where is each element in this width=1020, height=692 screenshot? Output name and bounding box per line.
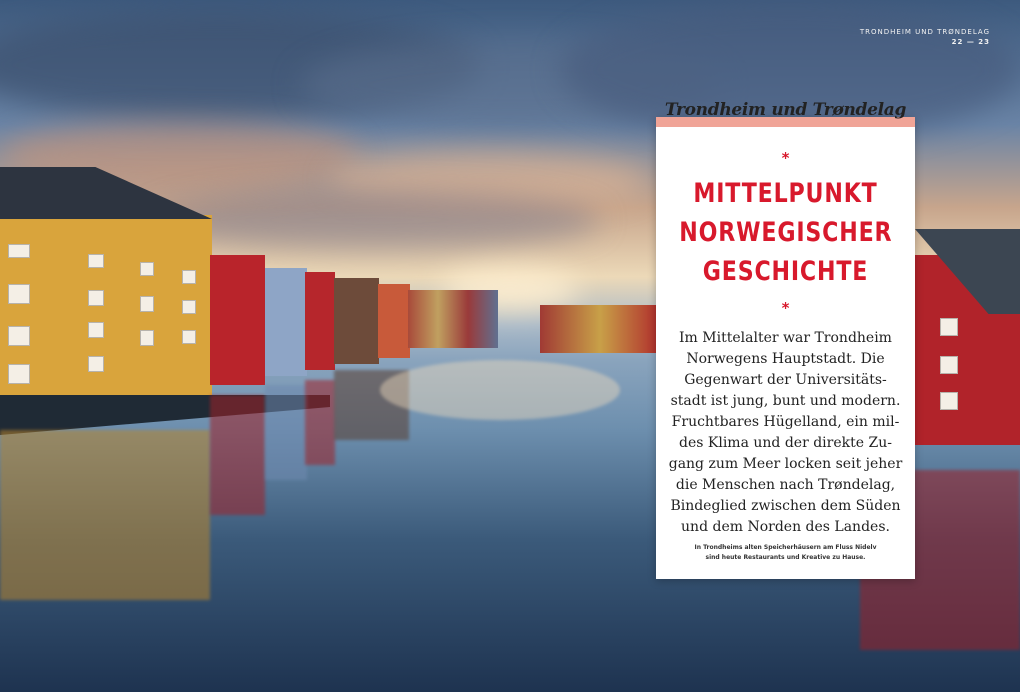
script-title: Trondheim und Trøndelag [664, 100, 907, 120]
blue-warehouse [265, 268, 307, 376]
body-line: gang zum Meer locken seit jeher [668, 456, 903, 472]
yellow-warehouse-reflection [0, 430, 210, 600]
headline [679, 174, 891, 291]
headline-line: MITTELPUNKT [693, 178, 878, 209]
window [140, 330, 154, 346]
asterisk-bottom: * [781, 299, 790, 317]
yellow-warehouse [0, 215, 212, 400]
red-warehouse-reflection [305, 380, 335, 465]
window [8, 284, 30, 304]
caption-line: sind heute Restaurants und Kreative zu Hause. [705, 554, 866, 561]
intro-text [656, 328, 915, 538]
body-line: stadt ist jung, bunt und modern. [670, 393, 901, 409]
page-numbers: 22 — 23 [951, 38, 990, 46]
window [8, 364, 30, 384]
window [88, 254, 104, 268]
photo-caption [656, 543, 915, 563]
orange-warehouse [378, 284, 410, 358]
blue-warehouse-reflection [265, 385, 307, 480]
window [8, 326, 30, 346]
body-line: Fruchtbares Hügelland, ein mil- [671, 414, 900, 430]
body-line: des Klima und der direkte Zu- [679, 435, 892, 451]
window [140, 296, 154, 312]
window [182, 270, 196, 284]
window [182, 300, 196, 314]
sky-reflection [380, 360, 620, 420]
body-line: Norwegens Hauptstadt. Die [686, 351, 885, 367]
window [940, 318, 958, 336]
body-line: Im Mittelalter war Trondheim [679, 330, 892, 346]
text-card [656, 117, 915, 579]
running-title: TRONDHEIM UND TRØNDELAG [859, 28, 990, 36]
window [940, 392, 958, 410]
red-warehouse [305, 272, 335, 370]
body-line: Gegenwart der Universitäts- [684, 372, 887, 388]
window [940, 356, 958, 374]
cloud [150, 190, 600, 250]
window [88, 356, 104, 372]
body-line: Bindeglied zwischen dem Süden [670, 498, 901, 514]
body-line: die Menschen nach Trøndelag, [675, 477, 896, 493]
red-warehouse [210, 255, 265, 385]
warehouse-row-far [408, 290, 498, 348]
window [8, 244, 30, 258]
asterisk-top: * [781, 149, 790, 167]
red-warehouse-reflection [210, 395, 265, 515]
brown-warehouse [334, 278, 379, 364]
warehouse-row-right [540, 305, 660, 353]
headline-line: GESCHICHTE [702, 256, 869, 287]
body-line: und dem Norden des Landes. [681, 519, 890, 535]
window [140, 262, 154, 276]
caption-line: In Trondheims alten Speicherhäusern am Fluss Nidelv [694, 544, 877, 551]
headline-line: NORWEGISCHER [679, 217, 893, 248]
window [88, 322, 104, 338]
window [88, 290, 104, 306]
window [182, 330, 196, 344]
running-header [860, 27, 990, 47]
